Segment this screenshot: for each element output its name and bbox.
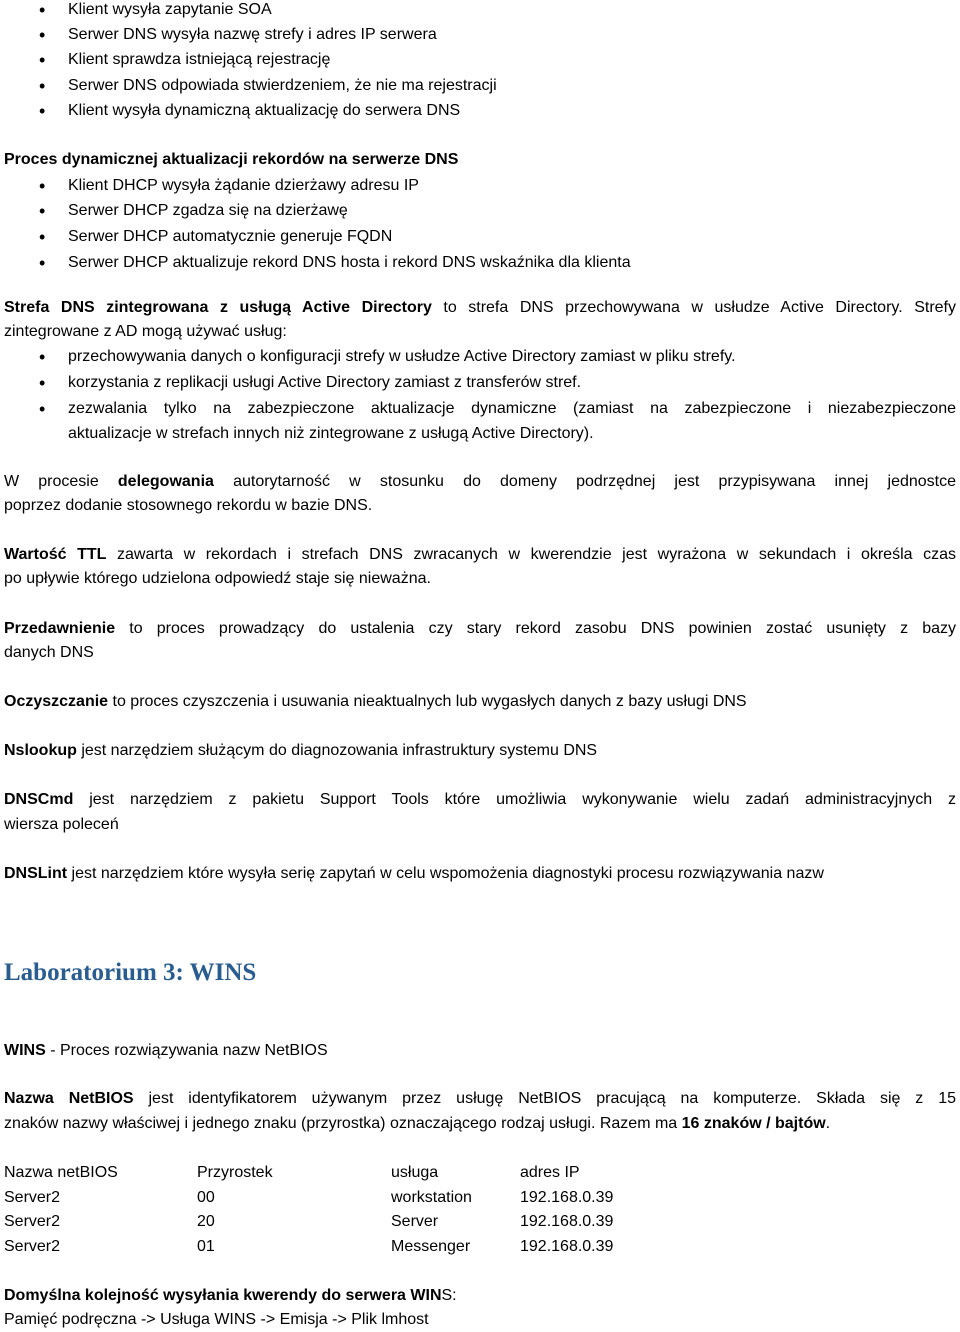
netbios-size: 16 znaków / bajtów <box>681 1115 826 1132</box>
table-header-cell: Nazwa netBIOS <box>4 1164 118 1181</box>
query-order-title-bold: Domyślna kolejność wysyłania kwerendy do serwera WIN <box>4 1287 442 1304</box>
wins-definition <box>4 1039 956 1063</box>
expiry-paragraph-line: danych DNS <box>4 644 94 661</box>
netbios-term: Nazwa NetBIOS <box>4 1090 134 1107</box>
list-item: • Serwer DHCP aktualizuje rekord DNS hosta i rekord DNS wskaźnika dla klienta <box>68 251 631 275</box>
scavenging-paragraph <box>4 690 956 714</box>
table-header-cell: Przyrostek <box>197 1164 273 1181</box>
list-item: • Serwer DHCP zgadza się na dzierżawę <box>68 199 348 223</box>
ttl-text: zawarta w rekordach i strefach DNS zwracanych w kwerendzie jest wyrażona w sekundach i określa czas <box>106 546 956 563</box>
lab-heading: Laboratorium 3: WINS <box>4 959 257 986</box>
query-order-title <box>4 1284 956 1308</box>
netbios-paragraph-line <box>4 1087 956 1111</box>
section-title-dynamic-update: Proces dynamicznej aktualizacji rekordów na serwerze DNS <box>4 151 459 168</box>
ad-zone-paragraph-line: zintegrowane z AD mogą używać usług: <box>4 323 287 340</box>
delegation-prefix: W procesie <box>4 473 118 490</box>
list-item: • Klient wysyła zapytanie SOA <box>68 0 272 22</box>
table-cell: workstation <box>391 1189 472 1206</box>
table-header-cell: usługa <box>391 1164 439 1181</box>
list-item: • Serwer DHCP automatycznie generuje FQDN <box>68 225 392 249</box>
expiry-text: to proces prowadzący do ustalenia czy stary rekord zasobu DNS powinien zostać usunięty z bazy <box>115 620 956 637</box>
list-item: • Klient DHCP wysyła żądanie dzierżawy adresu IP <box>68 174 419 198</box>
table-cell: 192.168.0.39 <box>520 1213 614 1230</box>
table-cell: 01 <box>197 1238 215 1255</box>
dnslint-text: jest narzędziem które wysyła serię zapytań w celu wspomożenia diagnostyki procesu rozwiązywania nazw <box>67 865 824 882</box>
table-cell: 20 <box>197 1213 215 1230</box>
scavenging-text: to proces czyszczenia i usuwania nieaktualnych lub wygasłych danych z bazy usługi DNS <box>108 693 747 710</box>
ad-zone-text: to strefa DNS przechowywana w usłudze Active Directory. Strefy <box>431 299 956 316</box>
table-cell: Server2 <box>4 1189 61 1206</box>
delegation-paragraph-line: poprzez dodanie stosownego rekordu w bazie DNS. <box>4 497 373 514</box>
ad-zone-paragraph-line <box>4 296 956 320</box>
delegation-text: autorytarność w stosunku do domeny podrzędnej jest przypisywana innej jednostce <box>213 473 957 490</box>
table-cell: Server2 <box>4 1238 61 1255</box>
table-cell: 00 <box>197 1189 215 1206</box>
list-item-continuation: aktualizacje w strefach innych niż zintegrowane z usługą Active Directory). <box>68 425 594 442</box>
scavenging-term: Oczyszczanie <box>4 693 109 710</box>
netbios-text: znaków nazwy właściwej i jednego znaku (przyrostka) oznaczającego rodzaj usługi. Razem ma <box>4 1115 682 1132</box>
nslookup-text: jest narzędziem służącym do diagnozowania infrastruktury systemu DNS <box>76 742 598 759</box>
wins-text: - Proces rozwiązywania nazw NetBIOS <box>45 1042 328 1059</box>
nslookup-paragraph <box>4 739 956 763</box>
dnscmd-paragraph-line <box>4 788 956 812</box>
list-item: • zezwalania tylko na zabezpieczone aktualizacje dynamiczne (zamiast na zabezpieczone i niezabezpieczone <box>68 397 956 421</box>
table-cell: 192.168.0.39 <box>520 1189 614 1206</box>
list-item: • korzystania z replikacji usługi Active Directory zamiast z transferów stref. <box>68 371 581 395</box>
table-cell: Messenger <box>391 1238 471 1255</box>
list-item: • Serwer DNS odpowiada stwierdzeniem, że nie ma rejestracji <box>68 74 497 98</box>
delegation-term: delegowania <box>117 473 214 490</box>
table-cell: Server <box>391 1213 439 1230</box>
table-header-cell: adres IP <box>520 1164 580 1181</box>
table-cell: 192.168.0.39 <box>520 1238 614 1255</box>
table-cell: Server2 <box>4 1213 61 1230</box>
expiry-term: Przedawnienie <box>4 620 116 637</box>
ttl-term: Wartość TTL <box>4 546 107 563</box>
dnslint-term: DNSLint <box>4 865 68 882</box>
ttl-paragraph-line <box>4 543 956 567</box>
dnslint-paragraph <box>4 862 956 886</box>
query-order-title-rest: S: <box>441 1287 457 1304</box>
dnscmd-text: jest narzędziem z pakietu Support Tools które umożliwia wykonywanie wielu zadań administracyjnych z <box>73 791 956 808</box>
expiry-paragraph-line <box>4 617 956 641</box>
list-item: • przechowywania danych o konfiguracji strefy w usłudze Active Directory zamiast w pliku strefy. <box>68 345 736 369</box>
wins-term: WINS <box>4 1042 46 1059</box>
list-item: • Serwer DNS wysyła nazwę strefy i adres IP serwera <box>68 23 437 47</box>
list-item: • Klient wysyła dynamiczną aktualizację do serwera DNS <box>68 99 460 123</box>
list-item: • Klient sprawdza istniejącą rejestrację <box>68 48 330 72</box>
dnscmd-paragraph-line: wiersza poleceń <box>4 816 119 833</box>
dnscmd-term: DNSCmd <box>4 791 74 808</box>
netbios-text: . <box>825 1115 831 1132</box>
nslookup-term: Nslookup <box>4 742 77 759</box>
delegation-paragraph-line <box>4 470 956 494</box>
ad-zone-term: Strefa DNS zintegrowana z usługą Active Directory <box>4 299 432 316</box>
netbios-text: jest identyfikatorem używanym przez usługę NetBIOS pracującą na komputerze. Składa się z 15 <box>133 1090 957 1107</box>
ttl-paragraph-line: po upływie którego udzielona odpowiedź staje się nieważna. <box>4 570 431 587</box>
query-order-sequence: Pamięć podręczna -> Usługa WINS -> Emisja -> Plik lmhost <box>4 1311 429 1328</box>
netbios-paragraph-line <box>4 1112 956 1136</box>
